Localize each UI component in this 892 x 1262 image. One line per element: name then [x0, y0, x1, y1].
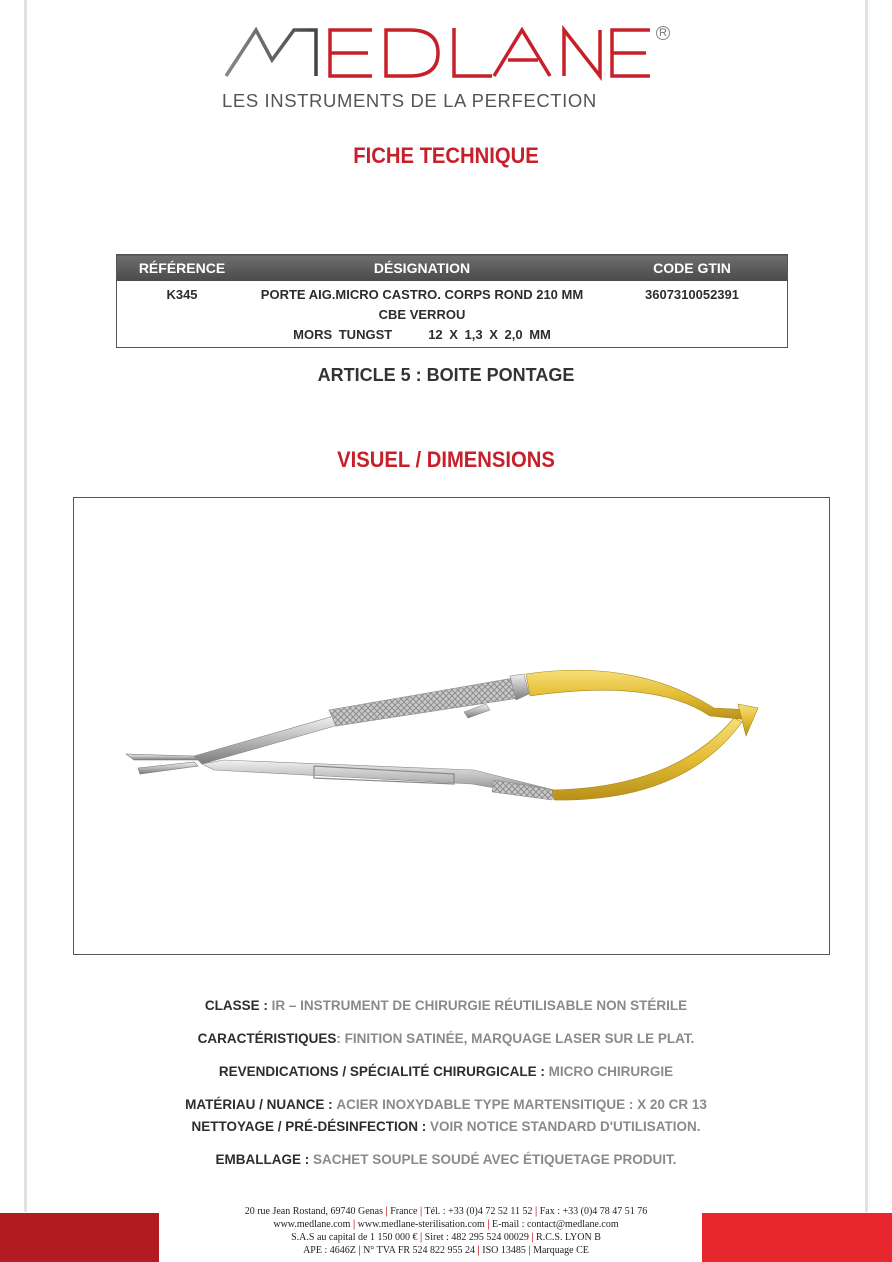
product-visual-frame — [73, 497, 830, 955]
spec-emballage — [0, 1150, 892, 1170]
footer-siret: Siret : 482 295 524 00029 — [424, 1232, 529, 1243]
spec-value: SACHET SOUPLE SOUDÉ AVEC ÉTIQUETAGE PRODUIT. — [312, 1152, 677, 1167]
visual-heading: VISUEL / DIMENSIONS — [337, 447, 555, 472]
spec-key: MATÉRIAU / NUANCE : — [185, 1097, 333, 1112]
table-row — [117, 281, 788, 348]
header-gtin: CODE GTIN — [597, 255, 788, 282]
spec-materiau — [0, 1095, 892, 1115]
designation-dimensions: 12 X 1,3 X 2,0 MM — [428, 327, 551, 342]
cell-designation — [247, 281, 597, 348]
spec-revendications — [0, 1062, 892, 1082]
spec-key: NETTOYAGE / PRÉ-DÉSINFECTION : — [191, 1119, 427, 1134]
designation-line-1: PORTE AIG.MICRO CASTRO. CORPS ROND 210 MM CBE VERROU — [260, 287, 584, 322]
footer-line-3: S.A.S au capital de 1 150 000 € | Siret : 482 295 524 00029 | R.C.S. LYON B — [291, 1232, 601, 1243]
spec-key: REVENDICATIONS / SPÉCIALITÉ CHIRURGICALE : — [218, 1064, 545, 1079]
header-designation: DÉSIGNATION — [247, 255, 597, 282]
footer-iso: ISO 13485 — [482, 1245, 526, 1256]
spec-caracteristiques — [0, 1029, 892, 1049]
cell-gtin: 3607310052391 — [645, 287, 739, 302]
footer-email[interactable]: E-mail : contact@medlane.com — [491, 1219, 619, 1230]
reference-table — [116, 254, 788, 348]
article-title: ARTICLE 5 : BOITE PONTAGE — [317, 365, 575, 385]
footer-fax: Fax : +33 (0)4 78 47 51 76 — [539, 1206, 648, 1217]
footer-country: France — [390, 1206, 418, 1217]
footer-tva: N° TVA FR 524 822 955 24 — [363, 1245, 476, 1256]
designation-line-2 — [251, 325, 593, 345]
footer-line-4: APE : 4646Z | N° TVA FR 524 822 955 24 | ISO 13485 | Marquage CE — [303, 1245, 589, 1256]
spec-value: MICRO CHIRURGIE — [548, 1064, 674, 1079]
footer-website-sterilisation[interactable]: www.medlane-sterilisation.com — [357, 1219, 485, 1230]
spec-key: EMBALLAGE : — [215, 1152, 310, 1167]
needle-holder-illustration — [74, 498, 828, 953]
registered-mark: R — [656, 26, 670, 40]
spec-value: : FINITION SATINÉE, MARQUAGE LASER SUR LE PLAT. — [336, 1031, 695, 1046]
footer-phone: Tél. : +33 (0)4 72 52 11 52 — [424, 1206, 533, 1217]
footer — [0, 1205, 892, 1257]
header-reference: RÉFÉRENCE — [117, 255, 248, 282]
cell-reference: K345 — [166, 287, 198, 302]
designation-jaws: MORS TUNGST — [293, 327, 393, 342]
brand-name: MEDLANE — [222, 22, 227, 23]
footer-line-2: www.medlane.com | www.medlane-sterilisation.com | E-mail : contact@medlane.com — [273, 1219, 619, 1230]
medlane-wordmark — [222, 22, 672, 84]
footer-website[interactable]: www.medlane.com — [273, 1219, 351, 1230]
spec-key: CLASSE : — [204, 998, 268, 1013]
footer-ape: APE : 4646Z — [303, 1245, 356, 1256]
spec-nettoyage — [0, 1117, 892, 1137]
spec-value: VOIR NOTICE STANDARD D'UTILISATION. — [430, 1119, 701, 1134]
footer-ce: Marquage CE — [533, 1245, 589, 1256]
spec-key: CARACTÉRISTIQUES — [197, 1031, 337, 1046]
footer-line-1: 20 rue Jean Rostand, 69740 Genas | France | Tél. : +33 (0)4 72 52 11 52 | Fax : +33 (0)4 78 47 51 76 — [244, 1206, 648, 1217]
footer-rcs: R.C.S. LYON B — [536, 1232, 601, 1243]
specifications — [0, 996, 892, 1170]
footer-capital: S.A.S au capital de 1 150 000 € — [291, 1232, 418, 1243]
spec-value: IR – INSTRUMENT DE CHIRURGIE RÉUTILISABLE NON STÉRILE — [271, 998, 688, 1013]
footer-address: 20 rue Jean Rostand, 69740 Genas — [244, 1206, 384, 1217]
spec-classe — [0, 996, 892, 1016]
spec-value: ACIER INOXYDABLE TYPE MARTENSITIQUE : X 20 CR 13 — [336, 1097, 707, 1112]
page-title: FICHE TECHNIQUE — [353, 143, 539, 168]
table-header-row — [117, 255, 788, 282]
brand-tagline: LES INSTRUMENTS DE LA PERFECTION — [222, 90, 597, 111]
